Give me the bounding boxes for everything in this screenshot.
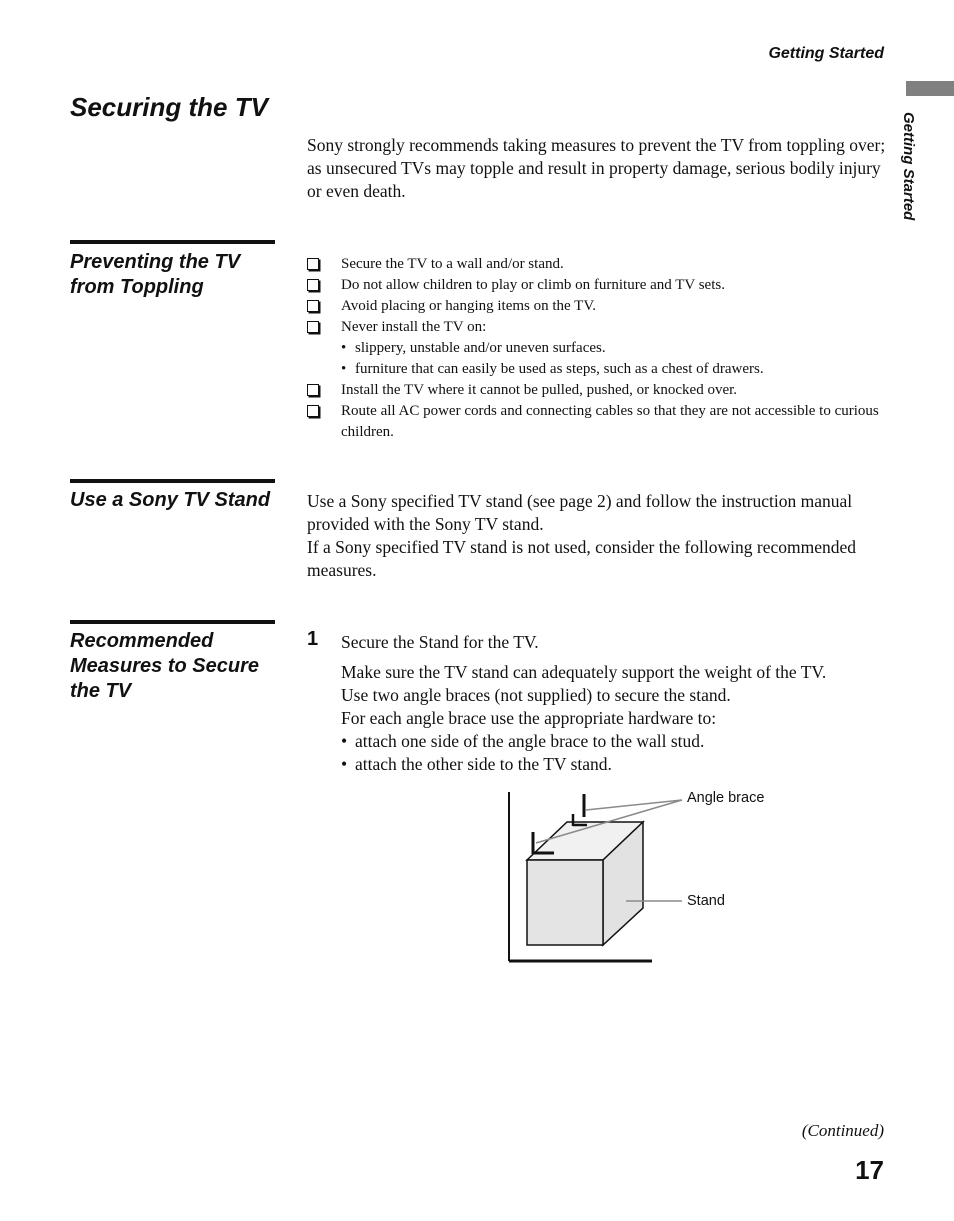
checklist-item-text: Do not allow children to play or climb on furniture and TV sets.: [341, 277, 725, 293]
page-number: 17: [855, 1155, 884, 1185]
step-bullet-text: attach one side of the angle brace to the wall stud.: [355, 731, 705, 751]
running-head: Getting Started: [768, 45, 884, 62]
step-bullet-item: [341, 730, 887, 753]
checklist-item-text: Secure the TV to a wall and/or stand.: [341, 256, 564, 272]
sub-bullet-text: furniture that can easily be used as steps, such as a chest of drawers.: [355, 361, 764, 377]
bullet-icon: •: [341, 754, 348, 774]
checklist-item: [307, 401, 887, 443]
section-heading-sony-stand: Use a Sony TV Stand: [70, 489, 271, 511]
continued-note: (Continued): [801, 1121, 884, 1140]
checkbox-icon: [307, 321, 319, 333]
figure-label-angle-brace: Angle brace: [687, 790, 765, 806]
sub-bullet-item: [341, 338, 887, 359]
angle-brace-diagram: [500, 780, 800, 970]
section-heading-preventing: Preventing the TV from Toppling: [70, 251, 241, 298]
step-title: Secure the Stand for the TV.: [341, 632, 539, 652]
checkbox-icon: [307, 300, 319, 312]
bullet-icon: •: [341, 731, 348, 751]
sub-bullet-item: [341, 359, 887, 380]
checkbox-icon: [307, 405, 319, 417]
section-rule: [70, 620, 275, 624]
step-bullet-text: attach the other side to the TV stand.: [355, 754, 612, 774]
checkbox-icon: [307, 279, 319, 291]
section-thumb-tab: [906, 81, 954, 96]
sony-stand-paragraph: Use a Sony specified TV stand (see page 2) and follow the instruction manual provided with the Sony TV stand.: [307, 491, 853, 534]
checklist-item-text: Route all AC power cords and connecting cables so that they are not accessible to curious children.: [341, 403, 879, 440]
checklist-item-text: Install the TV where it cannot be pulled, pushed, or knocked over.: [341, 382, 738, 398]
sony-stand-text: [307, 490, 887, 582]
checklist-item-text: Never install the TV on:: [341, 319, 487, 335]
step-body: [341, 661, 887, 776]
step-line: Make sure the TV stand can adequately support the weight of the TV.: [341, 662, 827, 682]
bullet-icon: •: [341, 340, 347, 356]
sony-stand-paragraph: If a Sony specified TV stand is not used, consider the following recommended measures.: [307, 537, 857, 580]
step-number: 1: [307, 628, 319, 650]
checklist-item: [307, 296, 887, 317]
checklist-item: [307, 380, 887, 401]
side-tab-label: Getting Started: [900, 112, 917, 221]
toppling-checklist: [307, 254, 887, 443]
bullet-icon: •: [341, 361, 347, 377]
step-line: For each angle brace use the appropriate hardware to:: [341, 708, 717, 728]
angle-brace-right: [573, 794, 587, 826]
sub-bullet-list: [341, 338, 887, 380]
checklist-item: [307, 254, 887, 275]
checkbox-icon: [307, 258, 319, 270]
page-title: Securing the TV: [70, 92, 268, 122]
step-bullet-list: [341, 730, 887, 776]
checkbox-icon: [307, 384, 319, 396]
section-heading-recommended: Recommended Measures to Secure the TV: [70, 630, 259, 702]
checklist-item-text: Avoid placing or hanging items on the TV.: [341, 298, 596, 314]
section-rule: [70, 479, 275, 483]
checklist-item: [307, 317, 887, 380]
intro-paragraph: Sony strongly recommends taking measures to prevent the TV from toppling over; as unsecured TVs may topple and result in property damage, serious bodily injury or even death.: [307, 135, 886, 201]
checklist-item: [307, 275, 887, 296]
section-rule: [70, 240, 275, 244]
step-line: Use two angle braces (not supplied) to secure the stand.: [341, 685, 731, 705]
sub-bullet-text: slippery, unstable and/or uneven surfaces.: [355, 340, 606, 356]
figure-label-stand: Stand: [687, 893, 725, 909]
step-bullet-item: [341, 753, 887, 776]
